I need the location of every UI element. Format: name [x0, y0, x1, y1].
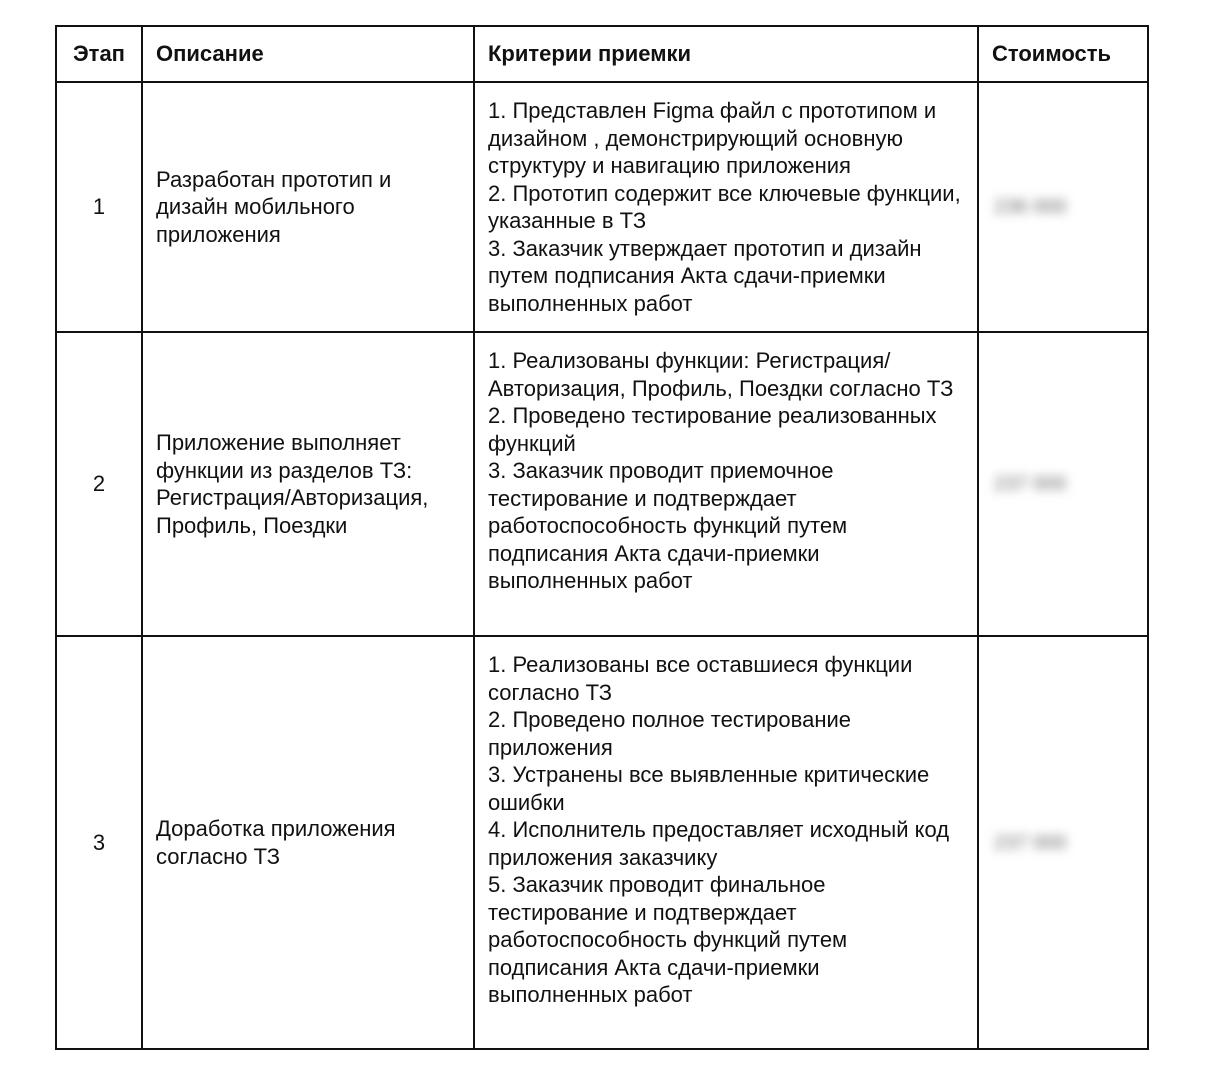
criteria-item: 1. Реализованы функции: Регистрация/Авторизация, Профиль, Поездки согласно ТЗ	[488, 348, 954, 401]
stage-cost-blurred: 236 000	[994, 196, 1067, 219]
stage-description: Разработан прототип и дизайн мобильного приложения	[142, 82, 474, 332]
stage-number: 3	[56, 636, 142, 1049]
criteria-item: 1. Представлен Figma файл с прототипом и дизайном , демонстрирующий основную структуру и навигацию приложения	[488, 98, 937, 178]
criteria-item: 3. Заказчик утверждает прототип и дизайн путем подписания Акта сдачи-приемки выполненных работ	[488, 235, 922, 316]
stage-description: Приложение выполняет функции из разделов ТЗ: Регистрация/Авторизация, Профиль, Поездки	[142, 332, 474, 636]
table-row	[56, 82, 1148, 332]
stage-cost-cell	[978, 636, 1148, 1049]
criteria-item: 4. Исполнитель предоставляет исходный код приложения заказчику	[488, 817, 950, 870]
criteria-item: 1. Реализованы все оставшиеся функции согласно ТЗ	[488, 652, 913, 705]
header-cost: Стоимость	[978, 26, 1148, 82]
criteria-item: 3. Заказчик проводит приемочное тестирование и подтверждает работоспособность функций путем подписания Акта сдачи-приемки выполненных работ	[488, 458, 848, 593]
stage-number: 1	[56, 82, 142, 332]
acceptance-criteria	[474, 332, 978, 636]
criteria-item: 2. Прототип содержит все ключевые функции, указанные в ТЗ	[488, 180, 961, 233]
stage-cost-blurred: 237 000	[994, 473, 1067, 496]
stage-cost-cell	[978, 332, 1148, 636]
stage-number: 2	[56, 332, 142, 636]
header-stage: Этап	[56, 26, 142, 82]
criteria-item: 5. Заказчик проводит финальное тестирование и подтверждает работоспособность функций путем подписания Акта сдачи-приемки выполненных работ	[488, 872, 848, 1007]
table-row	[56, 332, 1148, 636]
criteria-item: 3. Устранены все выявленные критические ошибки	[488, 762, 930, 815]
stages-table	[55, 25, 1149, 1050]
stage-cost-blurred: 237 000	[994, 831, 1067, 854]
acceptance-criteria	[474, 82, 978, 332]
table-row	[56, 636, 1148, 1049]
table-header-row	[56, 26, 1148, 82]
criteria-item: 2. Проведено тестирование реализованных функций	[488, 403, 937, 456]
stage-cost-cell	[978, 82, 1148, 332]
stage-description: Доработка приложения согласно ТЗ	[142, 636, 474, 1049]
criteria-item: 2. Проведено полное тестирование приложения	[488, 707, 851, 760]
header-description: Описание	[142, 26, 474, 82]
acceptance-criteria	[474, 636, 978, 1049]
header-criteria: Критерии приемки	[474, 26, 978, 82]
